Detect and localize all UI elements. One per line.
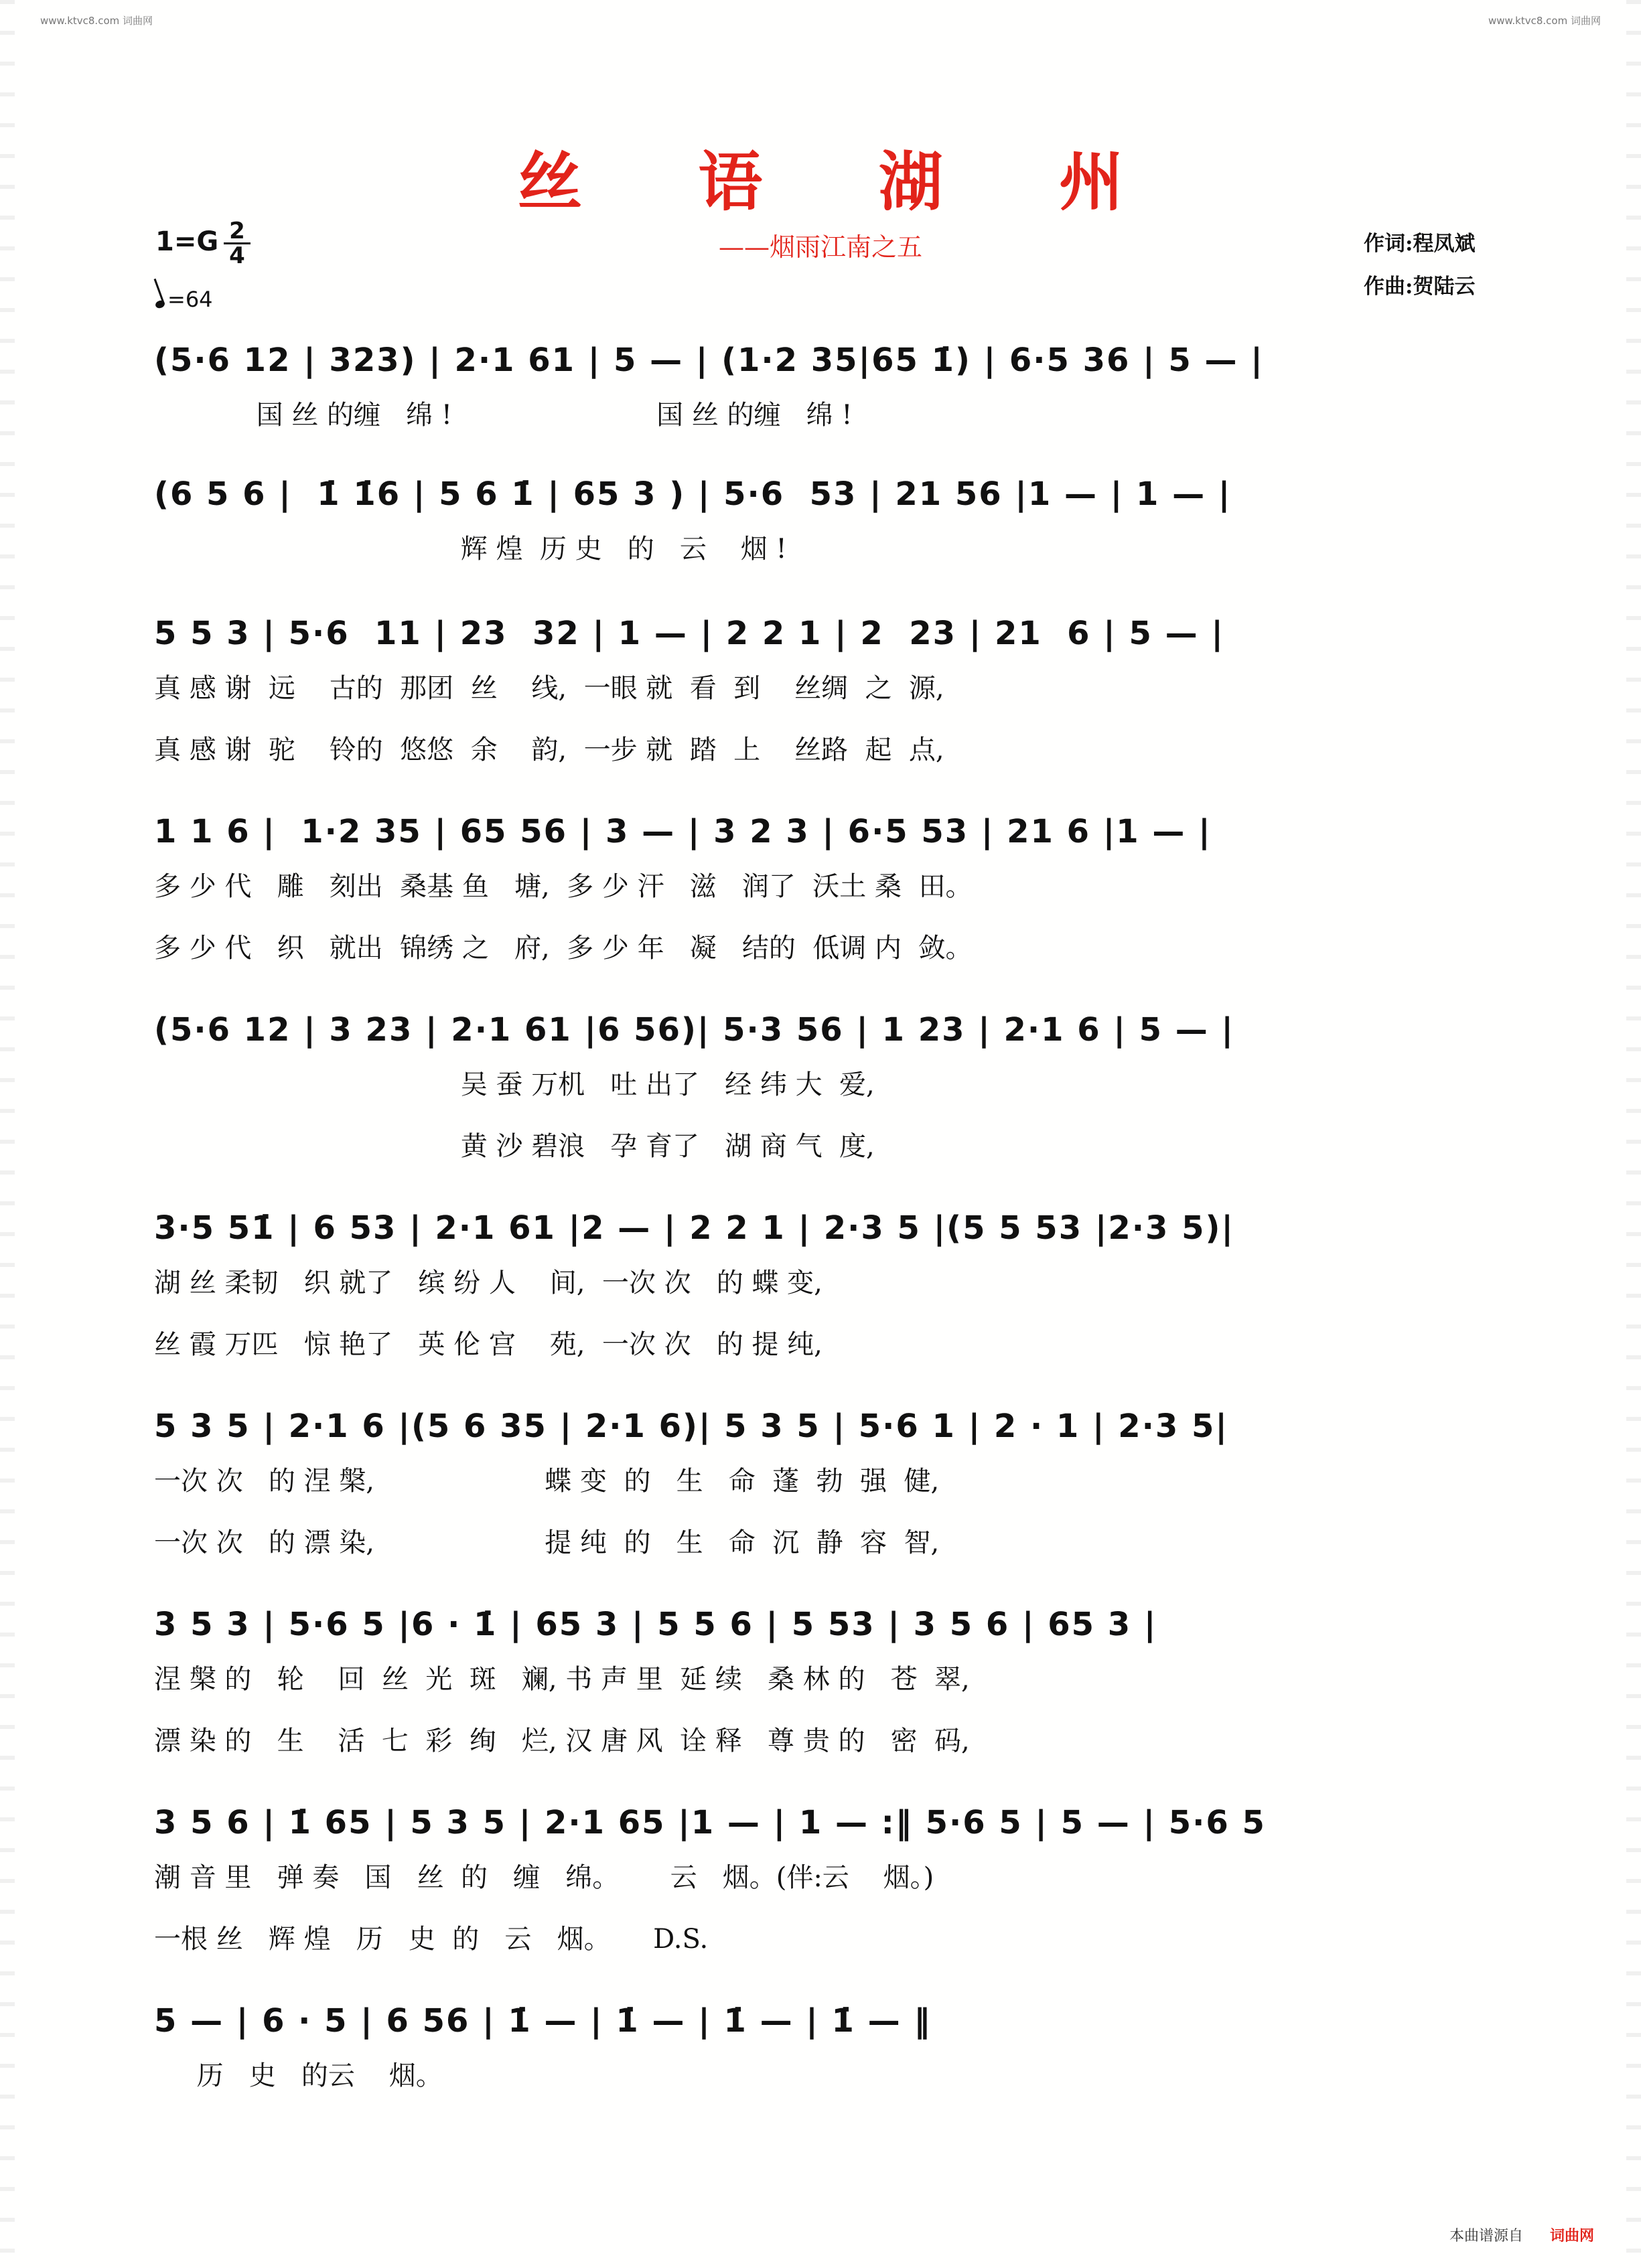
time-signature	[224, 220, 251, 267]
tempo-marking	[155, 287, 213, 312]
notation-line: 5 5 3 | 5·6 11 | 23 32 | 1 — | 2 2 1 | 2 23 | 21 6 | 5 — |	[154, 615, 1224, 652]
quarter-note-icon	[155, 299, 166, 309]
notation-line: 5 3 5 | 2·1 6 |(5 6 35 | 2·1 6)| 5 3 5 | 5·6 1 | 2 · 1 | 2·3 5|	[154, 1408, 1228, 1445]
lyric-line: 辉 煌 历 史 的 云 烟 !	[154, 534, 787, 564]
notation-line: 5 — | 6 · 5 | 6 56 | 1̇ — | 1̇ — | 1̇ — | 1̇ — ‖	[154, 2002, 932, 2040]
key-signature: 1=G	[155, 226, 219, 257]
notation-line: 3 5 6 | 1̇ 65 | 5 3 5 | 2·1 65 |1 — | 1 — :‖ 5·6 5 | 5 — | 5·6 5	[154, 1804, 1266, 1841]
lyric-line: 一次 次 的 漂 染, 提 纯 的 生 命 沉 静 容 智,	[154, 1527, 940, 1558]
notation-line: (6 5 6 | 1̇ 1̇6 | 5 6 1̇ | 65 3 ) | 5·6 53 | 21 56 |1 — | 1 — |	[154, 475, 1232, 513]
lyric-line: 真 感 谢 驼 铃的 悠悠 余 韵, 一步 就 踏 上 丝路 起 点,	[154, 735, 944, 765]
lyric-line: 多 少 代 雕 刻出 桑基 鱼 塘, 多 少 汗 滋 润了 沃土 桑 田。	[154, 871, 973, 902]
lyric-line: 黄 沙 碧浪 孕 育了 湖 商 气 度,	[154, 1131, 875, 1162]
notation-line: 3·5 51̇ | 6 53 | 2·1 61 |2 — | 2 2 1 | 2·3 5 |(5 5 53 |2·3 5)|	[154, 1209, 1234, 1247]
lyric-line: 涅 槃 的 轮 回 丝 光 斑 斓, 书 声 里 延 续 桑 林 的 苍 翠,	[154, 1664, 970, 1695]
lyric-line: 一次 次 的 涅 槃, 蝶 变 的 生 命 蓬 勃 强 健,	[154, 1466, 940, 1497]
song-title: 丝 语 湖 州	[517, 144, 1171, 220]
page-footer	[1449, 2224, 1594, 2245]
lyric-line: 湖 丝 柔韧 织 就了 缤 纷 人 间, 一次 次 的 蝶 变,	[154, 1268, 823, 1298]
footer-source: 本曲谱源自	[1449, 2228, 1523, 2245]
side-watermark-right	[1626, 0, 1641, 2268]
site-header-right[interactable]: www.ktvc8.com 词曲网	[1488, 15, 1601, 27]
side-watermark-left	[0, 0, 15, 2268]
footer-brand-link[interactable]: 词曲网	[1549, 2228, 1594, 2245]
lyric-line: 真 感 谢 远 古的 那团 丝 线, 一眼 就 看 到 丝绸 之 源,	[154, 673, 944, 704]
lyric-line: 潮 音 里 弹 奏 国 丝 的 缠 绵。 云 烟。(伴:云 烟。)	[154, 1862, 934, 1893]
notation-line: (5·6 12 | 3 23 | 2·1 61 |6 56)| 5·3 56 | 1 23 | 2·1 6 | 5 — |	[154, 1011, 1234, 1049]
site-header-left[interactable]: www.ktvc8.com 词曲网	[40, 15, 153, 27]
notation-line: (5·6 12 | 323) | 2·1 61 | 5 — | (1·2 35|65 1̇) | 6·5 36 | 5 — |	[154, 342, 1264, 379]
time-signature-bottom: 4	[229, 242, 245, 269]
lyricist-credit: 作词:程凤斌	[1364, 232, 1476, 256]
lyric-line: 历 史 的云 烟。	[154, 2060, 443, 2091]
notation-line: 1 1 6 | 1·2 35 | 65 56 | 3 — | 3 2 3 | 6·5 53 | 21 6 |1 — |	[154, 813, 1212, 850]
lyric-line: 丝 霞 万匹 惊 艳了 英 伦 宫 苑, 一次 次 的 提 纯,	[154, 1329, 823, 1360]
lyric-line: 一根 丝 辉 煌 历 史 的 云 烟。 D.S.	[154, 1924, 709, 1955]
song-subtitle: ——烟雨江南之五	[718, 232, 922, 262]
composer-credit: 作曲:贺陆云	[1364, 275, 1476, 299]
lyric-line: 国 丝 的缠 绵 ! 国 丝 的缠 绵 !	[154, 400, 853, 431]
time-signature-top: 2	[224, 220, 251, 244]
notation-line: 3 5 3 | 5·6 5 |6 · 1̇ | 65 3 | 5 5 6 | 5 53 | 3 5 6 | 65 3 |	[154, 1606, 1157, 1643]
lyric-line: 多 少 代 织 就出 锦绣 之 府, 多 少 年 凝 结的 低调 内 敛。	[154, 933, 973, 964]
tempo-value: =64	[167, 287, 213, 312]
lyric-line: 吴 蚕 万机 吐 出了 经 纬 大 爱,	[154, 1069, 875, 1100]
lyric-line: 漂 染 的 生 活 七 彩 绚 烂, 汉 唐 风 诠 释 尊 贵 的 密 码,	[154, 1726, 970, 1756]
